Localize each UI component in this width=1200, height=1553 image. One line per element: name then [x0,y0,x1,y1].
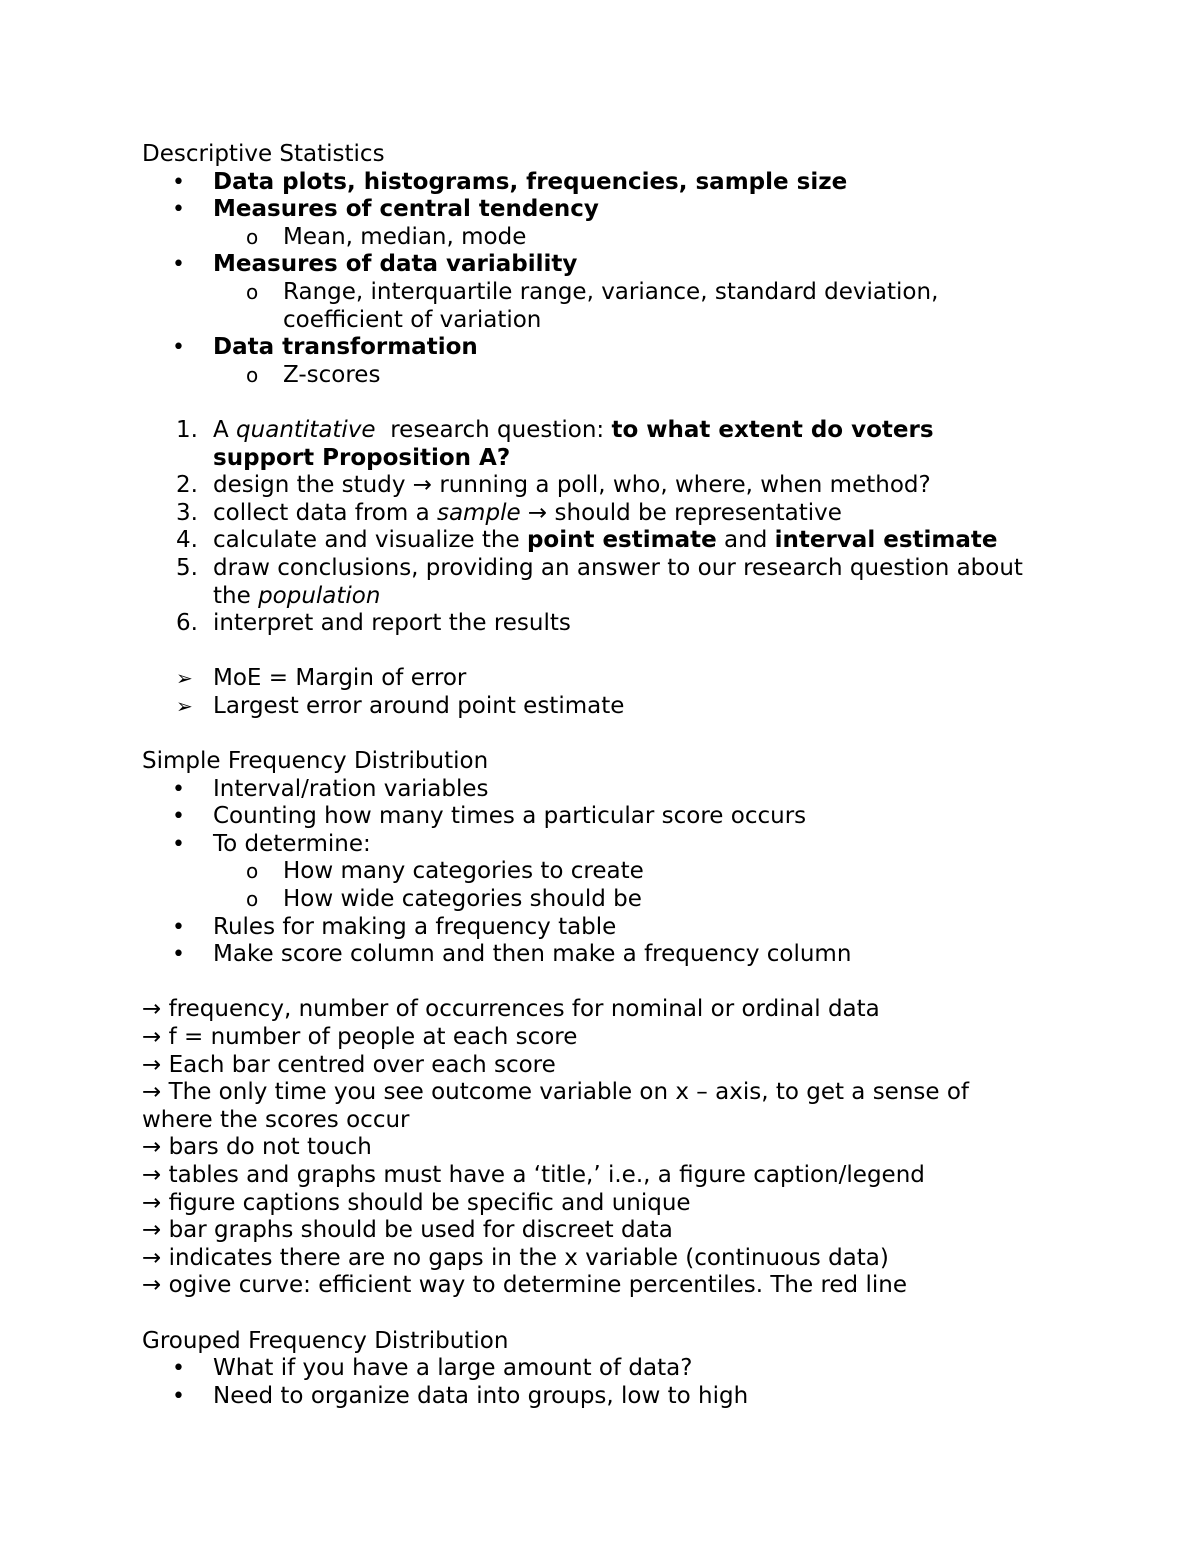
number-marker: 5. [176,554,198,581]
text-run: and [716,527,775,554]
arrow-list-item [142,693,1062,721]
bold-run: point estimate [526,527,717,554]
document-page [142,141,1062,1410]
italic-run: sample [436,499,521,526]
list-item-text: Z-scores [283,361,381,388]
list-item-text: Data transformation [213,334,478,361]
numbered-item [142,417,1062,445]
list-item-text: Mean, median, mode [283,223,527,250]
sub-list-item [142,362,1062,390]
note-text: where the scores occur [142,1106,410,1133]
list-item [142,1355,1062,1383]
sub-list-item-continuation [142,307,1062,335]
list-item-text: Rules for making a frequency table [213,913,617,940]
list-item-text: Interval/ration variables [213,775,489,802]
numbered-item-continuation [142,445,1062,473]
number-marker: 1. [176,416,198,443]
note-text: → bars do not touch [142,1134,372,1161]
text-run: interpret and report the results [213,610,571,637]
number-marker: 3. [176,499,198,526]
list-item-text: How wide categories should be [283,886,642,913]
text-run: collect data from a [213,499,437,526]
list-item [142,803,1062,831]
list-item-text: Make score column and then make a frequency column [213,941,852,968]
arrow-note [142,1079,1062,1107]
list-item-text: Data plots, histograms, frequencies, sample size [213,168,848,195]
sub-bullet-marker: o [246,362,259,387]
list-item-text: To determine: [213,830,371,857]
text-run: calculate and visualize the [213,527,527,554]
bullet-marker: • [172,1356,185,1382]
list-item-text: What if you have a large amount of data? [213,1355,693,1382]
text-run: research question: [375,416,612,443]
section-heading-grouped-frequency [142,1328,1062,1356]
bullet-marker: • [172,776,185,802]
list-item [142,941,1062,969]
blank-line [142,389,1062,417]
sub-bullet-marker: o [246,224,259,249]
blank-line [142,1300,1062,1328]
note-text: → figure captions should be specific and unique [142,1189,691,1216]
bold-run: support Proposition A? [213,444,511,471]
list-item-text: Counting how many times a particular score occurs [213,803,807,830]
bullet-marker: • [172,169,185,195]
numbered-item [142,555,1062,583]
blank-line [142,720,1062,748]
note-text: → ogive curve: efficient way to determine percentiles. The red line [142,1272,907,1299]
heading-text: Simple Frequency Distribution [142,748,489,775]
list-item-text: Measures of central tendency [213,196,599,223]
arrow-note [142,1245,1062,1273]
sub-bullet-marker: o [246,859,259,884]
numbered-item [142,527,1062,555]
arrow-bullet-icon: ➢ [176,693,193,718]
bullet-marker: • [172,335,185,361]
number-marker: 2. [176,472,198,499]
list-item [142,776,1062,804]
italic-run: population [258,582,381,609]
arrow-list-item [142,665,1062,693]
bullet-marker: • [172,804,185,830]
sub-list-item [142,279,1062,307]
bullet-marker: • [172,831,185,857]
list-item-text: Range, interquartile range, variance, standard deviation, [283,278,939,305]
list-item [142,1383,1062,1411]
list-item [142,914,1062,942]
text-run: the [213,582,259,609]
note-text: → The only time you see outcome variable on x – axis, to get a sense of [142,1079,970,1106]
bold-run: interval estimate [774,527,998,554]
bullet-marker: • [172,1383,185,1409]
list-item-text: Measures of data variability [213,251,578,278]
list-item-text: Largest error around point estimate [213,692,625,719]
arrow-note [142,996,1062,1024]
sub-bullet-marker: o [246,887,259,912]
numbered-item [142,610,1062,638]
bullet-marker: • [172,914,185,940]
arrow-bullet-icon: ➢ [176,666,193,691]
heading-text: Grouped Frequency Distribution [142,1327,509,1354]
text-run: A [213,416,237,443]
arrow-note [142,1190,1062,1218]
list-item-text: MoE = Margin of error [213,665,467,692]
list-item [142,251,1062,279]
numbered-item [142,500,1062,528]
note-text: → frequency, number of occurrences for nominal or ordinal data [142,996,880,1023]
bullet-marker: • [172,252,185,278]
arrow-note [142,1162,1062,1190]
list-item-text: How many categories to create [283,858,644,885]
numbered-item-continuation [142,583,1062,611]
italic-run: quantitative [236,416,376,443]
section-heading-simple-frequency [142,748,1062,776]
section-heading-descriptive-statistics [142,141,1062,169]
text-run: draw conclusions, providing an answer to our research question about [213,554,1023,581]
list-item-text: Need to organize data into groups, low to high [213,1382,749,1409]
list-item [142,196,1062,224]
number-marker: 6. [176,610,198,637]
sub-list-item [142,886,1062,914]
arrow-note [142,1052,1062,1080]
heading-text: Descriptive Statistics [142,141,385,167]
sub-list-item [142,858,1062,886]
numbered-item [142,472,1062,500]
bold-run: to what extent do voters [611,416,934,443]
arrow-note [142,1217,1062,1245]
blank-line [142,638,1062,666]
note-text: → tables and graphs must have a ‘title,’ i.e., a figure caption/legend [142,1161,925,1188]
bullet-marker: • [172,197,185,223]
note-text: → f = number of people at each score [142,1024,578,1050]
list-item [142,169,1062,197]
sub-list-item [142,224,1062,252]
text-run: design the study → running a poll, who, where, when method? [213,472,931,499]
bullet-marker: • [172,942,185,968]
arrow-note [142,1272,1062,1300]
arrow-note [142,1134,1062,1162]
number-marker: 4. [176,527,198,554]
arrow-note-continuation [142,1107,1062,1135]
note-text: → indicates there are no gaps in the x variable (continuous data) [142,1244,889,1271]
list-item-text: coefficient of variation [283,306,542,333]
list-item [142,334,1062,362]
note-text: → Each bar centred over each score [142,1051,556,1078]
text-run: → should be representative [520,499,842,526]
arrow-note [142,1024,1062,1052]
note-text: → bar graphs should be used for discreet data [142,1217,673,1244]
blank-line [142,969,1062,997]
list-item [142,831,1062,859]
sub-bullet-marker: o [246,279,259,304]
